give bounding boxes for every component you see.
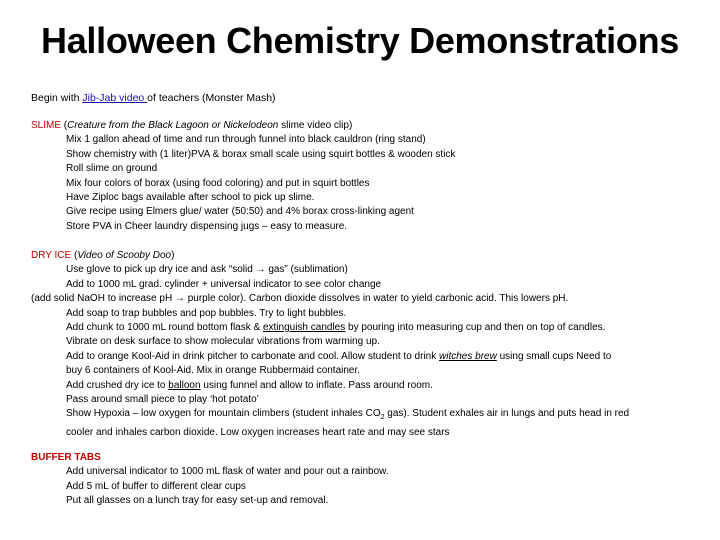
list-item: Use glove to pick up dry ice and ask “solid → gas” (sublimation) [66, 264, 348, 276]
list-item: Store PVA in Cheer laundry dispensing jugs – easy to measure. [66, 220, 348, 232]
balloon-underlined: balloon [168, 379, 201, 391]
list-item: Add crushed dry ice to balloon using funnel and allow to inflate. Pass around room. [66, 379, 433, 391]
list-item: Add to 1000 mL grad. cylinder + universal indicator to see color change [66, 278, 382, 290]
list-item: Mix 1 gallon ahead of time and run through funnel into black cauldron (ring stand) [66, 134, 426, 146]
slime-section [31, 119, 455, 234]
intro-suffix: of teachers (Monster Mash) [147, 92, 276, 104]
list-item-continued: cooler and inhales carbon dioxide. Low oxygen increases heart rate and may see stars [66, 426, 450, 438]
list-item: Vibrate on desk surface to show molecular vibrations from warming up. [66, 336, 380, 348]
list-item: Add soap to trap bubbles and pop bubbles. Try to light bubbles. [66, 307, 347, 319]
list-item: Add chunk to 1000 mL round bottom flask & extinguish candles by pouring into measuring cup and then on top of candles. [66, 322, 606, 334]
dry-ice-section [31, 249, 629, 440]
slime-subtitle: Creature from the Black Lagoon or Nickelodeon [67, 120, 279, 131]
dry-ice-heading-line: DRY ICE (Video of Scooby Doo) [31, 250, 175, 261]
intro-prefix: Begin with [31, 92, 83, 104]
jib-jab-video-link[interactable]: Jib-Jab video [82, 92, 148, 104]
buffer-tabs-heading: BUFFER TABS [31, 452, 101, 463]
list-item: Add 5 mL of buffer to different clear cups [66, 480, 246, 492]
dry-ice-heading: DRY ICE [31, 250, 72, 261]
slime-heading-line: SLIME (Creature from the Black Lagoon or Nickelodeon slime video clip) [31, 120, 353, 131]
list-item: Pass around small piece to play ‘hot potato’ [66, 394, 259, 406]
intro-line [31, 92, 276, 104]
list-item: Mix four colors of borax (using food coloring) and put in squirt bottles [66, 177, 370, 189]
list-item: (add solid NaOH to increase pH → purple color). Carbon dioxide dissolves in water to yield carbonic acid. This lowers pH. [31, 293, 569, 305]
dry-ice-subtitle: Video of Scooby Doo [77, 250, 172, 261]
list-item: Show chemistry with (1 liter)PVA & borax small scale using squirt bottles & wooden stick [66, 148, 456, 160]
extinguish-candles-underlined: extinguish candles [262, 322, 346, 334]
list-item: Have Ziploc bags available after school to pick up slime. [66, 192, 315, 204]
list-item: Put all glasses on a lunch tray for easy set-up and removal. [66, 495, 329, 507]
witches-brew-underlined: witches brew [439, 350, 497, 362]
list-item: Show Hypoxia – low oxygen for mountain climbers (student inhales $CO_2$ gas). Student exhales air in lungs and puts head in red [66, 408, 630, 422]
page-title: Halloween Chemistry Demonstrations [41, 20, 679, 61]
list-item: Give recipe using Elmers glue/ water (50:50) and 4% borax cross-linking agent [66, 206, 414, 218]
slime-heading: SLIME [31, 120, 62, 131]
list-item: Add to orange Kool-Aid in drink pitcher to carbonate and cool. Allow student to drink witches brew using small cups Need to [66, 350, 612, 362]
list-item: Roll slime on ground [66, 163, 158, 175]
buffer-tabs-section [31, 451, 389, 509]
list-item: Add universal indicator to 1000 mL flask of water and pour out a rainbow. [66, 466, 389, 478]
list-item-continued: buy 6 containers of Kool-Aid. Mix in orange Rubbermaid container. [66, 365, 361, 377]
